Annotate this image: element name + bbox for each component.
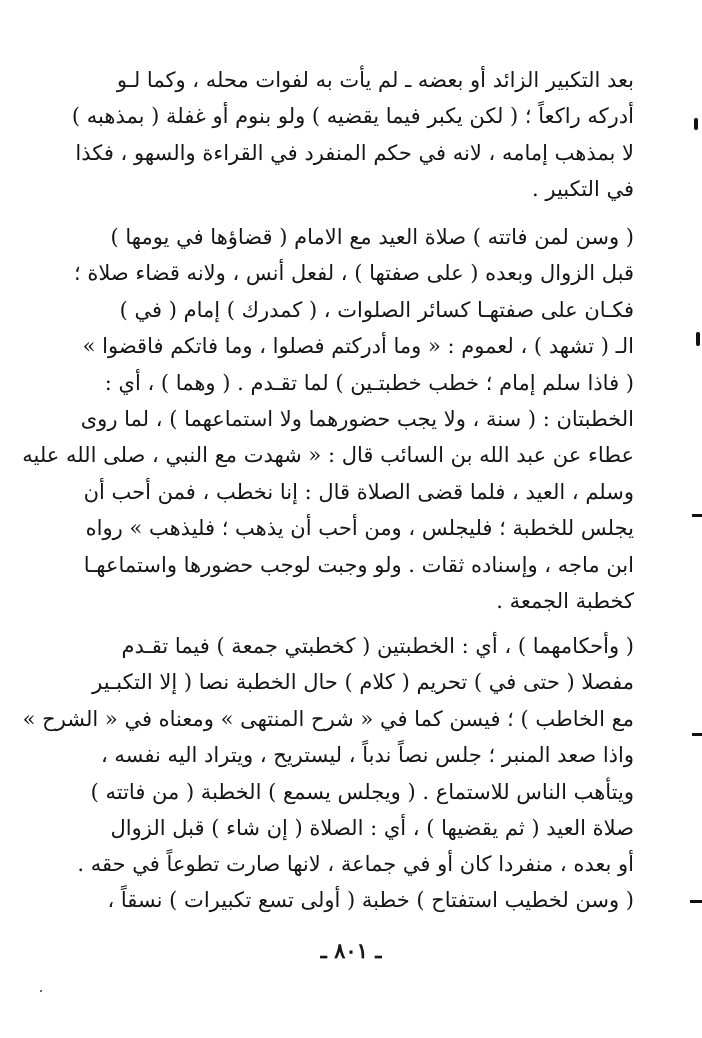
text-line: مع الخاطب ) ؛ فيسن كما في « شرح المنتهى » ومعناه في « الشرح »: [22, 706, 634, 731]
margin-mark: [692, 514, 702, 517]
text-line: مفصلا ( حتى في ) تحريم ( كلام ) حال الخطبة نصا ( إلا التكبـير: [92, 670, 634, 695]
margin-mark: [692, 733, 702, 736]
scan-speck: [40, 990, 42, 992]
margin-mark: [690, 900, 702, 903]
text-line: في التكبير .: [532, 177, 634, 202]
text-line: ( وأحكامهما ) ، أي : الخطبتين ( كخطبتي جمعة ) فيما تقـدم: [121, 634, 634, 658]
text-line: يجلس للخطبة ؛ فليجلس ، ومن أحب أن يذهب ؛ فليذهب » رواه: [85, 516, 634, 541]
text-line: قبل الزوال وبعده ( على صفتها ) ، لفعل أنس ، ولانه قضاء صلاة ؛: [73, 261, 634, 286]
paragraph-4: [107, 882, 634, 918]
paragraph-2: [22, 219, 634, 619]
text-line: ابن ماجه ، وإسناده ثقات . ولو وجبت لوجب حضورها واستماعهـا: [83, 552, 634, 577]
text-line: عطاء عن عبد الله بن السائب قال : « شهدت مع النبي ، صلى الله عليه: [22, 443, 634, 468]
text-line: أدركه راكعاً ؛ ( لكن يكبر فيما يقضيه ) ولو بنوم أو غفلة ( بمذهبه ): [71, 104, 634, 129]
text-line: ( وسن لخطيب استفتاح ) خطبة ( أولى تسع تكبيرات ) نسقاً ،: [107, 888, 634, 912]
text-line: واذا صعد المنبر ؛ جلس نصاً ندباً ، ليستريح ، ويتراد اليه نفسه ،: [100, 743, 634, 768]
text-line: لا بمذهب إمامه ، لانه في حكم المنفرد في القراءة والسهو ، فكذا: [75, 140, 634, 165]
text-line: ( وسن لمن فاتته ) صلاة العيد مع الامام ( قضاؤها في يومها ): [110, 225, 634, 249]
paragraph-1: [71, 62, 634, 208]
page-number: ـ ٨٠١ ـ: [320, 938, 382, 963]
text-line: ( فاذا سلم إمام ؛ خطب خطبتـين ) لما تقـدم . ( وهما ) ، أي :: [104, 370, 634, 395]
margin-mark: [696, 332, 700, 346]
margin-mark: [694, 118, 698, 130]
text-line: الـ ( تشهد ) ، لعموم : « وما أدركتم فصلوا ، وما فاتكم فاقضوا »: [82, 334, 634, 359]
text-line: الخطبتان : ( سنة ، ولا يجب حضورهما ولا استماعهما ) ، لما روى: [80, 407, 634, 432]
text-line: بعد التكبير الزائد أو بعضه ـ لم يأت به لفوات محله ، وكما لـو: [116, 68, 634, 92]
text-line: كخطبة الجمعة .: [496, 589, 634, 614]
text-line: صلاة العيد ( ثم يقضيها ) ، أي : الصلاة ( إن شاء ) قبل الزوال: [110, 816, 634, 841]
text-line: أو بعده ، منفردا كان أو في جماعة ، لانها صارت تطوعاً في حقه .: [77, 852, 634, 877]
text-line: وسلم ، العيد ، فلما قضى الصلاة قال : إنا نخطب ، فمن أحب أن: [83, 479, 634, 504]
paragraph-3: [22, 628, 634, 883]
text-line: ويتأهب الناس للاستماع . ( ويجلس يسمع ) الخطبة ( من فاتته ): [90, 779, 634, 804]
text-line: فكـان على صفتهـا كسائر الصلوات ، ( كمدرك ) إمام ( في ): [119, 297, 634, 322]
